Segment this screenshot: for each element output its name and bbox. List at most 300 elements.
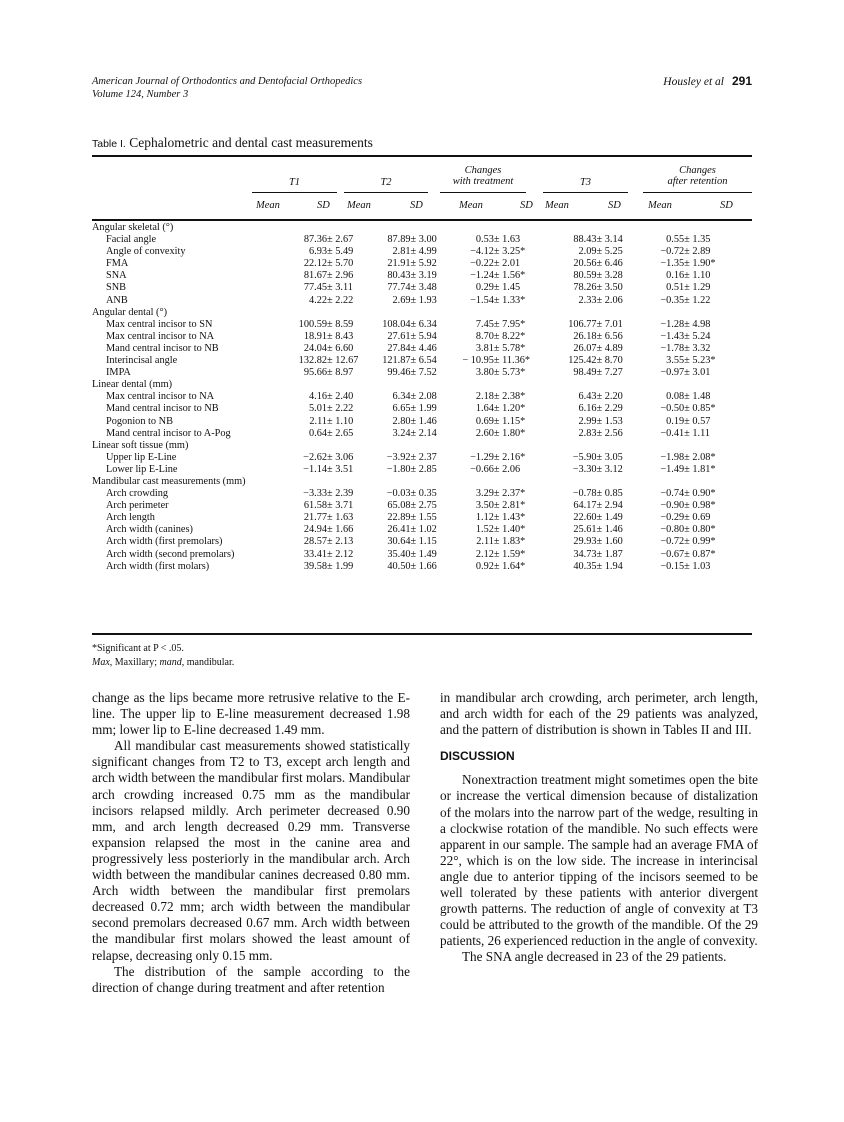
row-label: Mand central incisor to NB [106,403,219,415]
sd-cell: ± 1.66 [327,524,354,536]
sd-cell: ± 1.53 [596,415,623,427]
mean-cell: −1.29 [470,451,494,463]
row-label: IMPA [106,367,131,379]
mean-cell: 65.08 [387,500,411,512]
sd-cell: ± 2.14 [410,427,437,439]
author-page [663,75,752,89]
sd-cell: ± 1.10 [327,415,354,427]
mean-cell: 80.43 [387,270,411,282]
mean-cell: −1.14 [303,463,327,475]
subheader-mean: Mean [459,200,483,211]
row-label: Arch width (canines) [106,524,193,536]
mean-cell: −0.78 [572,488,597,500]
mean-cell: 0.92 [475,560,494,572]
mean-cell: 2.12 [475,548,494,560]
sd-cell: ± 0.80* [684,524,716,536]
table-row [92,282,752,294]
sd-cell: ± 1.49 [596,512,623,524]
sd-cell: ± 2.16* [493,451,526,463]
sd-cell: ± 1.99 [410,403,437,415]
sd-cell: ± 1.48 [684,391,711,403]
mean-cell: 106.77 [568,318,597,330]
sd-cell: ± 2.65 [327,427,354,439]
sd-cell: ± 4.98 [684,318,711,330]
sd-cell: ± 1.59* [493,548,526,560]
mean-cell: 108.04 [382,318,411,330]
mean-cell: 1.52 [475,524,494,536]
sd-cell: ± 5.92 [410,258,437,270]
sd-cell: ± 3.11 [327,282,353,294]
mean-cell: −0.90 [660,500,685,512]
table-row [92,367,752,379]
mean-cell: −1.80 [386,463,411,475]
mean-cell: 2.69 [392,294,411,306]
mean-cell: 26.07 [573,342,597,354]
table-row [92,234,752,246]
mean-cell: 39.58 [303,560,327,572]
sd-cell: ± 2.22 [327,403,354,415]
mean-cell: 2.09 [578,246,597,258]
mean-cell: 87.89 [387,234,411,246]
mean-cell: 3.24 [392,427,411,439]
sd-cell: ± 1.15* [493,415,526,427]
mean-cell: 24.94 [303,524,327,536]
mean-cell: 6.93 [308,246,327,258]
sd-cell: ± 1.93 [410,294,437,306]
subheader-mean: Mean [347,200,371,211]
sd-cell: ± 1.43* [493,512,526,524]
row-label: Angle of convexity [106,246,186,258]
sd-cell: ± 2.08 [410,391,437,403]
mean-cell: −1.49 [660,463,685,475]
mean-cell: 0.08 [666,391,685,403]
mean-cell: 61.58 [303,500,327,512]
mean-cell: 88.43 [573,234,597,246]
mean-cell: −5.90 [572,451,597,463]
sd-cell: ± 3.01 [684,367,711,379]
mean-cell: −3.30 [572,463,597,475]
mean-cell: 24.04 [303,342,327,354]
row-label: Pogonion to NB [106,415,173,427]
discussion-paragraph: The SNA angle decreased in 23 of the 29 patients. [462,949,727,965]
table-row [92,331,752,343]
sd-cell: ± 2.85 [410,463,437,475]
sd-cell: ± 0.90* [684,488,716,500]
mean-cell: −0.22 [470,258,494,270]
table-title: Cephalometric and dental cast measurements [129,135,373,150]
mean-cell: 98.49 [573,367,597,379]
mean-cell: 33.41 [303,548,327,560]
row-label: Arch width (first premolars) [106,536,223,548]
row-label: Interincisal angle [106,355,178,367]
sd-cell: ± 1.35 [684,234,711,246]
sd-cell: ± 3.06 [327,451,354,463]
group-header-1: T2 [380,177,392,188]
mean-cell: 0.51 [666,282,685,294]
section-header-row [92,476,752,488]
sd-cell: ± 2.08* [684,451,716,463]
mean-cell: −0.80 [660,524,685,536]
body-column-left [92,690,410,996]
sd-cell: ± 1.40* [493,524,526,536]
mean-cell: 22.12 [303,258,327,270]
mean-cell: 2.99 [578,415,597,427]
mean-cell: 21.77 [303,512,327,524]
sd-cell: ± 5.73* [493,367,526,379]
sd-cell: ± 1.02 [410,524,437,536]
sd-cell: ± 2.06 [493,463,521,475]
sd-cell: ± 0.69 [684,512,711,524]
body-column-right [440,690,758,966]
mean-cell: −4.12 [470,246,494,258]
mean-cell: 2.83 [578,427,597,439]
sd-cell: ± 2.01 [493,258,521,270]
mean-cell: 1.12 [475,512,494,524]
table-row [92,428,752,440]
mean-cell: −0.35 [660,294,685,306]
sd-cell: ± 0.99* [684,536,716,548]
sd-cell: ± 2.12 [327,548,354,560]
running-header [92,75,752,101]
sd-cell: ± 5.49 [327,246,354,258]
mean-cell: 0.16 [666,270,685,282]
sd-cell: ± 1.15 [410,536,437,548]
table-row [92,561,752,573]
sd-cell: ± 8.59 [327,318,354,330]
mean-cell: 6.43 [578,391,597,403]
section-title: Linear dental (mm) [92,379,173,391]
mean-cell: −3.33 [303,488,327,500]
sd-cell: ± 2.40 [327,391,354,403]
mean-cell: 20.56 [573,258,597,270]
sd-cell: ± 2.89 [684,246,711,258]
sd-cell: ± 1.20* [493,403,526,415]
sd-cell: ± 4.99 [410,246,437,258]
mean-cell: 28.57 [303,536,327,548]
authors: Housley et al [663,76,724,88]
sd-cell: ± 1.46 [410,415,437,427]
mean-cell: 2.18 [475,391,494,403]
sd-cell: ± 2.39 [327,488,354,500]
mean-cell: 3.80 [475,367,494,379]
subheader-mean: Mean [648,200,672,211]
mean-cell: −1.35 [660,258,685,270]
sd-cell: ± 3.12 [596,463,623,475]
sd-cell: ± 6.46 [596,258,623,270]
mean-cell: 2.81 [392,246,411,258]
sd-cell: ± 4.46 [410,342,437,354]
sd-cell: ± 0.85 [596,488,623,500]
sd-cell: ± 8.22* [493,330,526,342]
table-footnotes [92,642,234,670]
discussion-paragraph: Nonextraction treatment might sometimes open the bite or increase the vertical dimension because of distalization of the molars into the narrow part of the wedge, resulting in a clockwise rotation of the mandible. No such effects were apparent in our sample. The sample had an average FMA of 22°, which is on the low side. The increase in interincisal angle due to anterior tipping of the incisors seemed to be well tolerated by these patients with anterior divergent growth patterns. The reduction of angle of convexity at T3 could be attributed to the growth of the mandible. Of the 29 patients, 26 experienced reduction in the angle of convexity. [440,772,758,949]
sd-cell: ± 8.97 [327,367,354,379]
subheader-sd: SD [608,200,621,211]
mean-cell: 78.26 [573,282,597,294]
mean-cell: 0.19 [666,415,685,427]
row-label: Arch width (second premolars) [106,548,235,560]
table-row [92,246,752,258]
sd-cell: ± 3.51 [327,463,354,475]
mean-cell: 0.53 [475,234,494,246]
mean-cell: 1.64 [475,403,494,415]
sd-cell: ± 7.27 [596,367,623,379]
table-row [92,464,752,476]
table-row [92,343,752,355]
header-bottom-rule [92,219,752,221]
sd-cell: ± 5.23* [684,355,716,367]
sd-cell: ± 7.01 [596,318,623,330]
sd-cell: ± 1.80* [493,427,526,439]
section-header-row [92,379,752,391]
mean-cell: 5.01 [308,403,327,415]
mean-cell: 0.55 [666,234,685,246]
mean-cell: 40.50 [387,560,411,572]
section-header-row [92,440,752,452]
sd-cell: ± 2.56 [596,427,623,439]
subheader-sd: SD [410,200,423,211]
body-paragraph: change as the lips became more retrusive relative to the E-line. The upper lip to E-line measurement decreased 1.98 mm; lower lip to E-line decreased 1.49 mm. [92,690,410,738]
group-underline [643,192,752,193]
mean-cell: −0.03 [386,488,411,500]
row-label: Arch length [106,512,155,524]
sd-cell: ± 1.83* [493,536,526,548]
row-label: Mand central incisor to NB [106,342,219,354]
sd-cell: ± 1.64* [493,560,526,572]
table-row [92,500,752,512]
sd-cell: ± 0.85* [684,403,716,415]
mean-cell: 40.35 [573,560,597,572]
table-row [92,512,752,524]
row-label: Arch perimeter [106,500,169,512]
group-header-0: T1 [288,177,301,188]
sd-cell: ± 3.28 [596,270,623,282]
mean-cell: 2.60 [475,427,494,439]
sd-cell: ± 1.03 [684,560,711,572]
table-row [92,355,752,367]
sd-cell: ± 2.75 [410,500,437,512]
mean-cell: 27.61 [387,330,411,342]
mean-cell: −1.98 [660,451,685,463]
table-row [92,295,752,307]
mean-cell: −3.92 [386,451,411,463]
sd-cell: ± 5.24 [684,330,711,342]
mean-cell: −0.15 [660,560,685,572]
mean-cell: −0.97 [660,367,685,379]
mean-cell: −0.72 [660,246,685,258]
sd-cell: ± 1.63 [327,512,354,524]
sd-cell: ± 1.46 [596,524,623,536]
mean-cell: 132.82 [298,355,327,367]
sd-cell: ± 8.70 [596,355,623,367]
mean-cell: 77.45 [303,282,327,294]
abbreviation-note: Max, Maxillary; mand, mandibular. [92,657,235,668]
page-number: 291 [731,74,752,88]
mean-cell: 6.34 [392,391,411,403]
mean-cell: 0.64 [308,427,327,439]
subheader-mean: Mean [545,200,569,211]
mean-cell: − 10.95 [462,355,494,367]
mean-cell: 125.42 [568,355,597,367]
sd-cell: ± 2.13 [327,536,354,548]
table-row [92,416,752,428]
mean-cell: 2.80 [392,415,411,427]
table-row [92,452,752,464]
sd-cell: ± 0.57 [684,415,711,427]
mean-cell: 22.89 [387,512,411,524]
row-label: Max central incisor to NA [106,330,215,342]
section-title: Angular skeletal (°) [92,222,174,233]
subheader-sd: SD [520,200,533,211]
table-bottom-rule [92,633,752,635]
sd-cell: ± 5.25 [596,246,623,258]
section-title: Linear soft tissue (mm) [92,439,189,451]
sd-cell: ± 5.70 [327,258,354,270]
mean-cell: 3.81 [475,342,494,354]
sd-cell: ± 2.22 [327,294,354,306]
mean-cell: 6.16 [578,403,597,415]
mean-cell: 4.16 [308,391,327,403]
mean-cell: 21.91 [387,258,411,270]
mean-cell: 22.60 [573,512,597,524]
row-label: Arch crowding [106,488,169,500]
group-underline [252,192,337,193]
row-label: Lower lip E-Line [106,463,178,475]
mean-cell: 0.69 [475,415,494,427]
row-label: SNB [106,282,127,294]
group-header-4: Changes after retention [667,165,728,187]
measurements-table [92,222,752,573]
sd-cell: ± 6.54 [410,355,437,367]
mean-cell: 4.22 [308,294,327,306]
mean-cell: 8.70 [475,330,494,342]
sd-cell: ± 2.37* [493,488,526,500]
mean-cell: 100.59 [298,318,327,330]
mean-cell: 2.33 [578,294,597,306]
subheader-mean: Mean [256,200,280,211]
mean-cell: 18.91 [303,330,327,342]
section-title: Mandibular cast measurements (mm) [92,475,246,487]
table-row [92,549,752,561]
sd-cell: ± 1.49 [410,548,437,560]
sd-cell: ± 3.19 [410,270,437,282]
sd-cell: ± 2.20 [596,391,623,403]
sd-cell: ± 1.99 [327,560,354,572]
sd-cell: ± 6.60 [327,342,354,354]
sd-cell: ± 3.14 [596,234,623,246]
sd-cell: ± 6.34 [410,318,437,330]
row-label: Arch width (first molars) [106,560,210,572]
table-label: Table I. [92,138,126,150]
mean-cell: 99.46 [387,367,411,379]
mean-cell: 26.18 [573,330,597,342]
row-label: FMA [106,258,129,270]
mean-cell: 7.45 [475,318,494,330]
sd-cell: ± 1.60 [596,536,623,548]
mean-cell: 25.61 [573,524,597,536]
sd-cell: ± 3.25* [493,246,526,258]
mean-cell: 3.55 [666,355,685,367]
row-label: Facial angle [106,234,157,246]
journal-volume: Volume 124, Number 3 [92,89,189,100]
sd-cell: ± 1.56* [493,270,526,282]
mean-cell: −0.74 [660,488,685,500]
sd-cell: ± 0.35 [410,488,437,500]
journal-name: American Journal of Orthodontics and Dentofacial Orthopedics [92,76,363,87]
row-label: Max central incisor to SN [106,318,213,330]
sd-cell: ± 1.94 [596,560,623,572]
sd-cell: ± 3.48 [410,282,437,294]
mean-cell: 26.41 [387,524,411,536]
mean-cell: 0.29 [475,282,494,294]
sd-cell: ± 1.66 [410,560,437,572]
sd-cell: ± 5.78* [493,342,526,354]
sd-cell: ± 1.90* [684,258,716,270]
group-underline [543,192,628,193]
mean-cell: 30.64 [387,536,411,548]
sd-cell: ± 11.36* [493,355,531,367]
mean-cell: −1.78 [660,342,685,354]
mean-cell: −1.28 [660,318,685,330]
sd-cell: ± 5.94 [410,330,437,342]
mean-cell: 27.84 [387,342,411,354]
sd-cell: ± 0.98* [684,500,716,512]
mean-cell: −0.66 [470,463,494,475]
significance-note: *Significant at P < .05. [92,643,184,654]
mean-cell: 3.50 [475,500,494,512]
mean-cell: −2.62 [303,451,327,463]
sd-cell: ± 1.45 [493,282,521,294]
sd-cell: ± 3.00 [410,234,437,246]
table-row [92,319,752,331]
sd-cell: ± 3.32 [684,342,711,354]
sd-cell: ± 1.10 [684,270,711,282]
sd-cell: ± 4.89 [596,342,623,354]
sd-cell: ± 2.94 [596,500,623,512]
subheader-sd: SD [317,200,330,211]
table-top-rule [92,155,752,157]
mean-cell: 29.93 [573,536,597,548]
sd-cell: ± 2.06 [596,294,623,306]
mean-cell: 87.36 [303,234,327,246]
sd-cell: ± 2.38* [493,391,526,403]
section-header-row [92,222,752,234]
group-header-2: Changes with treatment [452,165,514,187]
mean-cell: −0.50 [660,403,685,415]
section-title: Angular dental (°) [92,306,168,318]
mean-cell: −1.43 [660,330,685,342]
row-label: ANB [106,294,128,306]
sd-cell: ± 3.50 [596,282,623,294]
mean-cell: 3.29 [475,488,494,500]
sd-cell: ± 6.56 [596,330,623,342]
sd-cell: ± 8.43 [327,330,354,342]
sd-cell: ± 2.37 [410,451,437,463]
mean-cell: 2.11 [476,536,494,548]
mean-cell: 34.73 [573,548,597,560]
table-row [92,536,752,548]
sd-cell: ± 1.81* [684,463,716,475]
mean-cell: −0.67 [660,548,685,560]
body-paragraph: All mandibular cast measurements showed statistically significant changes from T2 to T3, except arch length and arch width between the mandibular first molars. Mandibular arch crowding increased 0.75 mm as the mandibular incisors relapsed mildly. Arch perimeter decreased 0.90 mm, and arch length decreased 0.29 mm. Transverse expansion relapsed the most in the canine area and progressively less posteriorly in the mandibular arch. Arch width between the mandibular canines decreased 0.80 mm. Arch width between the mandibular first premolars decreased 0.72 mm; arch width between the mandibular second premolars decreased 0.67 mm. Arch width between the mandibular first molars showed the least amount of relapse, decreasing only 0.15 mm. [92,738,410,963]
mean-cell: −1.24 [470,270,494,282]
sd-cell: ± 3.05 [596,451,623,463]
mean-cell: −0.29 [660,512,685,524]
section-header-row [92,307,752,319]
mean-cell: 64.17 [573,500,597,512]
table-caption [92,135,373,151]
table-row [92,391,752,403]
